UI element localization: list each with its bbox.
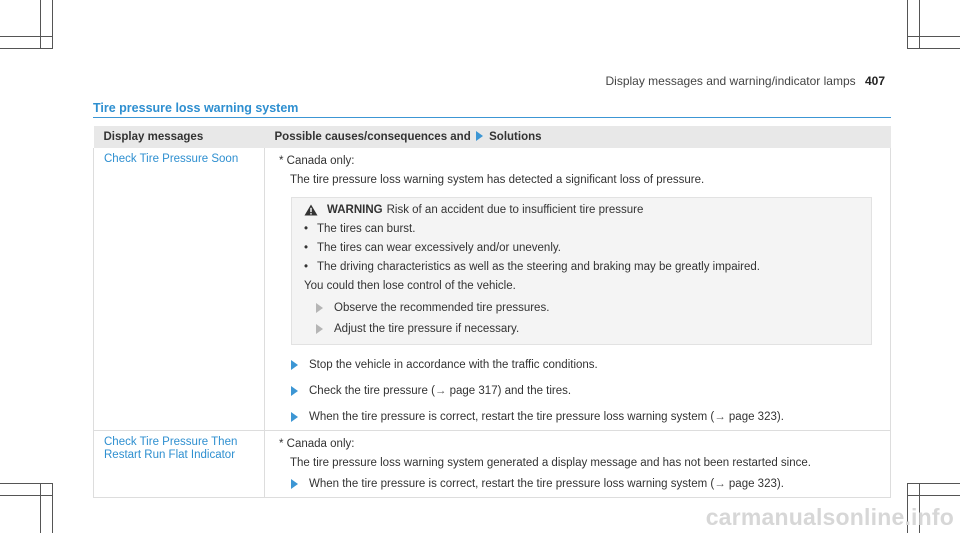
solution-step-text: ) and the tires. (497, 385, 572, 397)
section-title: Tire pressure loss warning system (93, 101, 299, 115)
running-header-text: Display messages and warning/indicator lamps (605, 74, 856, 88)
bullet-icon: • (304, 223, 309, 235)
solution-step (291, 410, 880, 424)
solution-step-text: Stop the vehicle in accordance with the traffic conditions. (309, 359, 598, 371)
solution-step-text: When the tire pressure is correct, restart the tire pressure loss warning system ( (309, 478, 715, 490)
arrow-right-icon (476, 131, 483, 141)
warning-consequence: You could then lose control of the vehicle. (304, 280, 516, 292)
col-header-solutions (265, 126, 891, 148)
page-ref-arrow-icon: → (714, 478, 726, 490)
solution-step (291, 384, 880, 398)
page-ref-arrow-icon: → (434, 385, 447, 397)
arrow-right-icon (316, 303, 323, 313)
list-item (304, 222, 861, 237)
crop-mark (907, 36, 960, 37)
cause-text: The tire pressure loss warning system generated a display message and has not been restarted since. (290, 457, 811, 469)
table-header-row (94, 126, 891, 148)
col-header-solutions-prefix: Possible causes/consequences and (274, 131, 471, 143)
crop-mark (907, 48, 960, 49)
display-message: Check Tire Pressure Soon (94, 148, 265, 431)
warning-action-text: Adjust the tire pressure if necessary. (334, 323, 520, 335)
solution-cell (265, 431, 891, 498)
solution-step (291, 477, 880, 491)
page-reference-link[interactable]: page 317 (449, 385, 498, 397)
display-messages-table (93, 126, 891, 498)
warning-action (316, 322, 861, 336)
table-row (94, 148, 891, 431)
warning-triangle-icon (304, 204, 318, 216)
crop-mark (0, 495, 53, 496)
page-reference-link[interactable]: page 323 (728, 478, 777, 490)
warning-heading (304, 203, 861, 217)
table-row (94, 431, 891, 498)
warning-action-text: Observe the recommended tire pressures. (334, 302, 550, 314)
crop-mark (0, 483, 53, 484)
col-header-solutions-suffix: Solutions (489, 131, 542, 143)
cause-text: The tire pressure loss warning system has detected a significant loss of pressure. (290, 174, 705, 186)
arrow-right-icon (291, 479, 298, 489)
crop-mark (52, 483, 53, 533)
watermark: carmanualsonline.info (705, 504, 954, 530)
warning-action (316, 301, 861, 315)
page-reference-link[interactable]: page 323 (728, 411, 777, 423)
crop-mark (907, 483, 960, 484)
section-divider (93, 117, 891, 118)
crop-mark (40, 483, 41, 533)
warning-box (291, 197, 872, 345)
arrow-right-icon (291, 360, 298, 370)
bullet-icon: • (304, 242, 309, 254)
region-note: * Canada only: (279, 438, 355, 450)
crop-mark (907, 495, 960, 496)
warning-bullet: The tires can burst. (317, 223, 416, 235)
list-item (304, 241, 861, 256)
list-item (304, 260, 861, 275)
arrow-right-icon (291, 412, 298, 422)
page-ref-arrow-icon: → (714, 411, 726, 423)
warning-bullet: The tires can wear excessively and/or unevenly. (317, 242, 561, 254)
solution-step-text: ). (776, 478, 784, 490)
crop-mark (52, 0, 53, 49)
page-number: 407 (864, 74, 885, 88)
crop-mark (40, 0, 41, 49)
arrow-right-icon (291, 386, 298, 396)
bullet-icon: • (304, 261, 309, 273)
solution-step-text: Check the tire pressure ( (309, 385, 435, 397)
display-message: Check Tire Pressure Then Restart Run Flat Indicator (94, 431, 265, 498)
warning-label: WARNING (327, 204, 383, 216)
crop-mark (919, 0, 920, 49)
warning-title: Risk of an accident due to insufficient tire pressure (386, 204, 644, 216)
arrow-right-icon (316, 324, 323, 334)
running-header (606, 74, 886, 88)
solution-step (291, 358, 880, 372)
solution-step-text: ). (776, 411, 784, 423)
crop-mark (0, 36, 53, 37)
warning-bullet: The driving characteristics as well as the steering and braking may be greatly impaired. (317, 261, 760, 273)
region-note: * Canada only: (279, 155, 355, 167)
crop-mark (0, 48, 53, 49)
solution-cell (265, 148, 891, 431)
crop-mark (907, 0, 908, 49)
col-header-display-messages: Display messages (94, 126, 265, 148)
solution-step-text: When the tire pressure is correct, restart the tire pressure loss warning system ( (309, 411, 715, 423)
